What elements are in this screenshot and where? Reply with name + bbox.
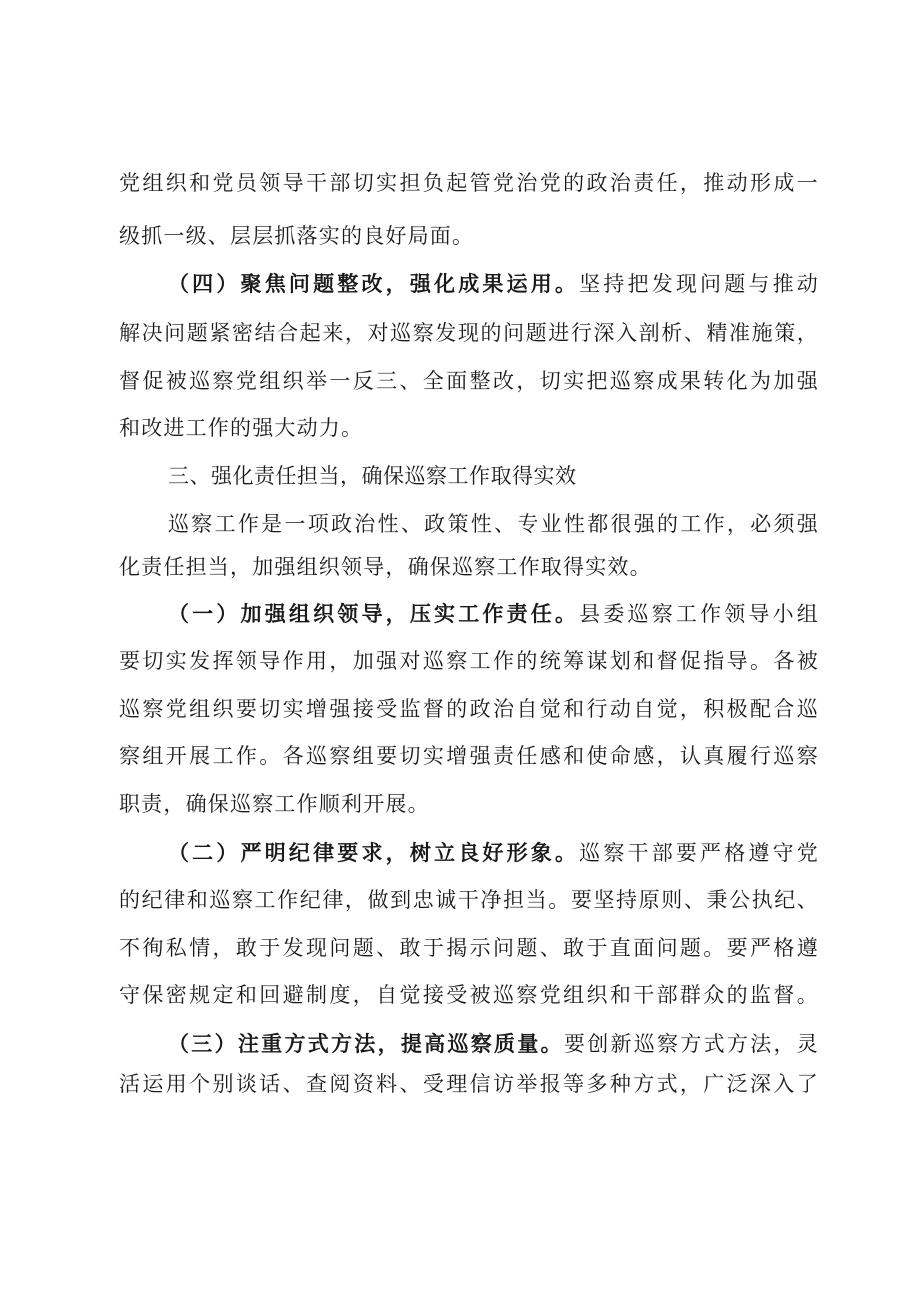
paragraph-line: 化责任担当，加强组织领导，确保巡察工作取得实效。 xyxy=(119,555,652,579)
paragraph-line: 职责，确保巡察工作顺利开展。 xyxy=(119,792,430,816)
paragraph-first-line: 巡察工作是一项政治性、政策性、专业性都很强的工作，必须强 xyxy=(168,512,819,536)
paragraph-line: 要切实发挥领导作用，加强对巡察工作的统筹谋划和督促指导。各被 xyxy=(119,649,819,673)
paragraph-line: 察组开展工作。各巡察组要切实增强责任感和使命感，认真履行巡察 xyxy=(119,744,819,768)
paragraph-line: 的纪律和巡察工作纪律，做到忠诚干净担当。要坚持原则、秉公执纪、 xyxy=(119,888,819,912)
paragraph-first-line xyxy=(168,839,819,867)
paragraph-text: 县委巡察工作领导小组 xyxy=(579,602,819,626)
paragraph-bold-lead: （四）聚焦问题整改，强化成果运用。 xyxy=(168,272,580,296)
paragraph-first-line xyxy=(168,270,819,298)
paragraph-line: 活运用个别谈话、查阅资料、受理信访举报等多种方式，广泛深入了 xyxy=(119,1072,819,1096)
paragraph-line: 巡察党组织要切实增强接受监督的政治自觉和行动自觉，积极配合巡 xyxy=(119,697,819,721)
paragraph-text: 巡察干部要严格遵守党 xyxy=(579,841,819,865)
paragraph-text: 要创新巡察方式方法，灵 xyxy=(563,1032,819,1056)
paragraph-line: 不徇私情，敢于发现问题、敢于揭示问题、敢于直面问题。要严格遵 xyxy=(119,936,819,960)
paragraph-bold-lead: （一）加强组织领导，压实工作责任。 xyxy=(168,602,580,626)
paragraph-line: 级抓一级、层层抓落实的良好局面。 xyxy=(119,224,475,248)
paragraph-text: 坚持把发现问题与推动 xyxy=(579,272,819,296)
paragraph-line: 守保密规定和回避制度，自觉接受被巡察党组织和干部群众的监督。 xyxy=(119,983,819,1007)
section-heading: 三、强化责任担当，确保巡察工作取得实效 xyxy=(168,464,577,488)
paragraph-bold-lead: （三）注重方式方法，提高巡察质量。 xyxy=(168,1032,564,1056)
paragraph-line: 和改进工作的强大动力。 xyxy=(119,416,364,440)
paragraph-first-line xyxy=(168,1030,819,1058)
paragraph-bold-lead: （二）严明纪律要求，树立良好形象。 xyxy=(168,841,580,865)
paragraph-first-line xyxy=(168,600,819,628)
paragraph-line: 党组织和党员领导干部切实担负起管党治党的政治责任，推动形成一 xyxy=(119,171,819,195)
paragraph-line: 督促被巡察党组织举一反三、全面整改，切实把巡察成果转化为加强 xyxy=(119,369,819,393)
paragraph-line: 解决问题紧密结合起来，对巡察发现的问题进行深入剖析、精准施策， xyxy=(119,321,819,345)
